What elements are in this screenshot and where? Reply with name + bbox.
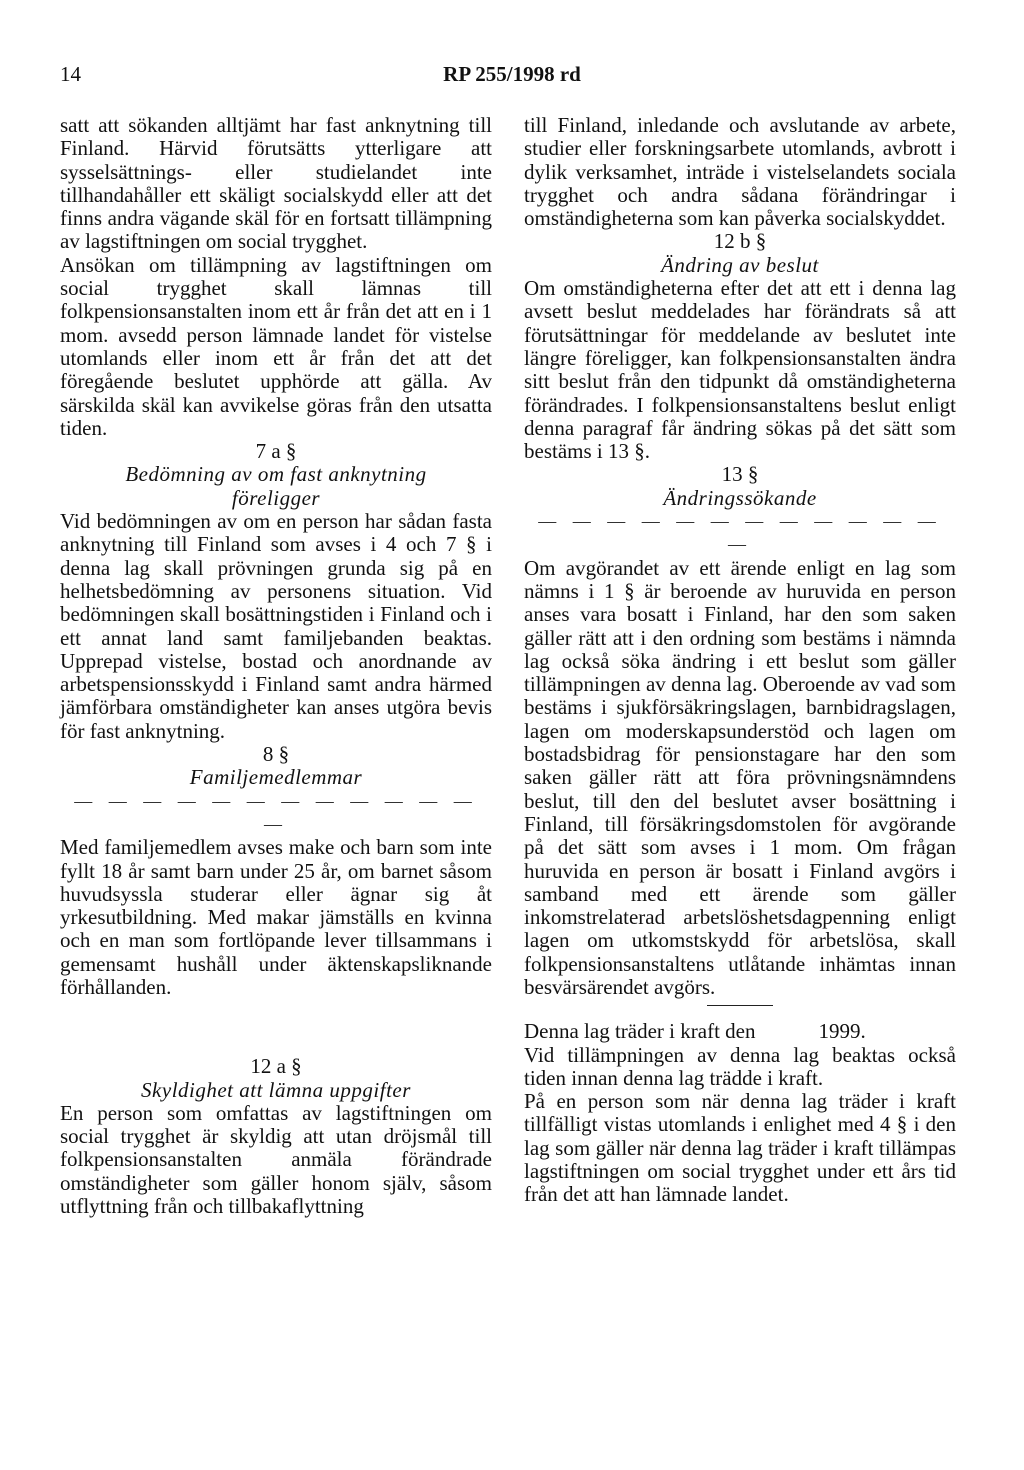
section-title: Bedömning av om fast anknytning föreligger [125,462,427,510]
paragraph: Om avgörandet av ett ärende enligt en lag som nämns i 1 § är beroende av huruvida en person anses vara bosatt i Finland, har den som saken gäller rätt att i den ordning som bestäms i nämnda lag också söka ändring i ett beslut som gäller tillämpningen av denna lag. Oberoende av vad som bestäms i sjukförsäkringslagen, barnbidragslagen, lagen om moderskapsunderstöd och lagen om bostadsbidrag för pensionstagare har den som saken gäller rätt att föra prövningsnämndens beslut, till den del beslutet avser bosättning i Finland, till försäkringsdomstolen för avgörande på det sätt som avses i 1 mom. Om frågan huruvida en person är bosatt i Finland avgörs i samband med ett ärende som gäller inkomstrelaterad arbetslöshetsdagpenning enligt lagen om utkomstskydd för arbetslösa, skall folkpensionsanstaltens utlåtande inhämtas innan besvärsärendet avgörs. [524,555,956,999]
paragraph: till Finland, inledande och avslutande av arbete, studier eller forskningsarbete utomlands, avbrott i dylik verksamhet, inträde i vistelselandets sociala trygghet och andra sådana förändringar i omständigheterna som kan påverka socialskyddet. [524,113,956,231]
section-number: 12 a § [250,1054,302,1079]
omission-dashes: — — — — — — — — — — — — — [538,511,942,555]
left-column [60,114,492,1218]
paragraph: Vid bedömningen av om en person har sådan fasta anknytning till Finland som avses i 4 och 7 § i denna lag skall prövningen grunda sig på en helhetsbedömning av personens situation. Vid bedömningen skall bosättningstiden i Finland och i ett annat land samt familjebanden beaktas. Upprepad vistelse, bostad och anordnande av arbetspensionsskydd i Finland samt andra härmed jämförbara omständigheter kan anses utgöra bevis för fast anknytning. [60,509,492,743]
section-title: Familjemedlemmar [189,765,363,790]
divider-rule [707,1005,773,1006]
page-number: 14 [60,62,81,86]
section-number: 13 § [721,462,759,487]
section-number: 12 b § [713,229,767,254]
paragraph: En person som omfattas av lagstiftningen om social trygghet är skyldig att utan dröjsmål till folkpensionsanstalten anmäla förändrade omständigheter som gäller honom själv, såsom utflyttning från och tillbakaflyttning [60,1100,492,1219]
paragraph: Denna lag träder i kraft den 1999. [524,1019,866,1044]
document-title: RP 255/1998 rd [443,62,581,86]
section-number: 8 § [262,742,290,767]
paragraph: På en person som när denna lag träder i kraft tillfälligt vistas utomlands i enlighet med 4 § i den lag som gäller när denna lag träder i kraft tillämpas lagstiftningen om social trygghet under ett års tid från det att han lämnade landet. [524,1089,956,1207]
section-title: Ändring av beslut [661,252,819,277]
paragraph: Om omständigheterna efter det att ett i denna lag avsett beslut meddelades har förändrats så att förutsättningar för meddelande av beslutet inte längre föreligger, kan folkpensionsanstalten ändra sitt beslut från den tidpunkt då omständigheterna förändrades. I folkpensionsanstaltens beslut enligt denna paragraf får ändring sökas på det sätt som bestäms i 13 §. [524,276,956,464]
right-column [524,114,956,1207]
omission-dashes: — — — — — — — — — — — — — [74,790,478,834]
section-title: Ändringssökande [663,485,817,510]
paragraph: Med familjemedlem avses make och barn som inte fyllt 18 år samt barn under 25 år, om barnet såsom huvudsyssla studerar eller ägnar sig åt yrkesutbildning. Med makar jämställs en kvinna och en man som fortlöpande lever tillsammans i gemensamt hushåll under äktenskapsliknande förhållanden. [60,835,492,999]
paragraph: satt att sökanden alltjämt har fast anknytning till Finland. Härvid förutsätts ytterligare att sysselsättnings- eller studielandet inte tillhandahåller ett skäligt socialskydd eller att det finns andra vägande skäl för en fortsatt tillämpning av lagstiftningen om social trygghet. [60,113,492,254]
paragraph: Ansökan om tillämpning av lagstiftningen om social trygghet skall lämnas till folkpensionsanstalten inom ett år från det att en i 1 mom. avsedd person lämnade landet för vistelse utomlands eller inom ett år från det att det föregående beslutet upphörde att gälla. Av särskilda skäl kan avvikelse göras från den utsatta tiden. [60,252,492,440]
section-number: 7 a § [255,439,297,464]
paragraph: Vid tillämpningen av denna lag beaktas också tiden innan denna lag trädde i kraft. [524,1042,956,1090]
section-title: Skyldighet att lämna uppgifter [141,1077,411,1102]
